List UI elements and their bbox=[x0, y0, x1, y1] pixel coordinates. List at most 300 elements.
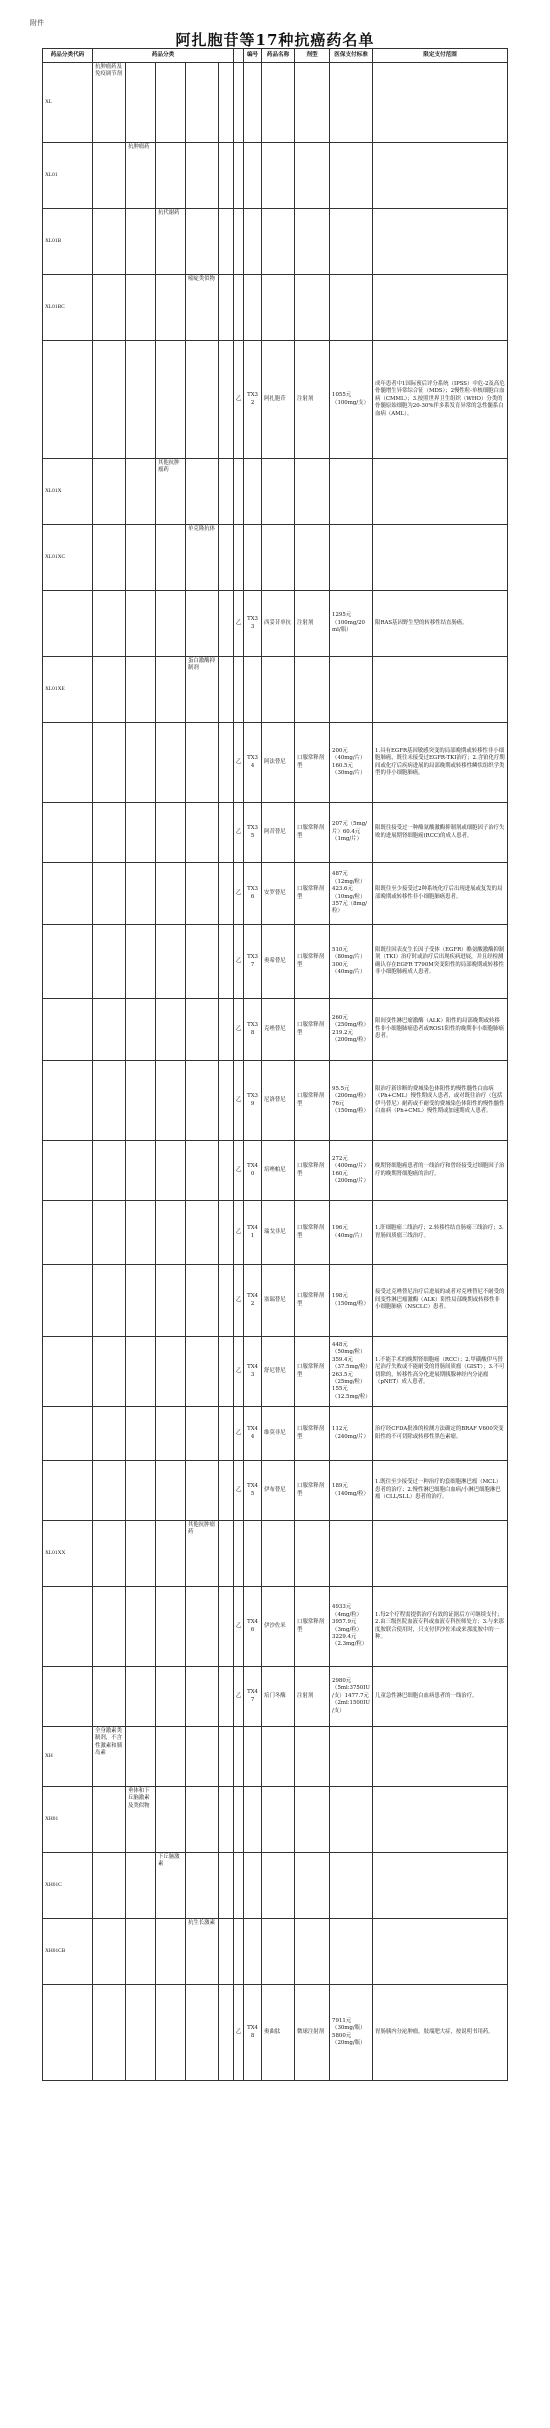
reimbursement-class bbox=[234, 1853, 244, 1919]
payment-standard: 487元（12mg/粒）423.6元（10mg/粒）357元（8mg/粒） bbox=[330, 863, 373, 925]
payment-standard: 2980元（5ml:3750IU/支）1477.7元（2ml:1500IU/支） bbox=[330, 1667, 373, 1727]
classification-code: XL01XC bbox=[43, 525, 93, 591]
classification-code bbox=[43, 1265, 93, 1337]
payment-scope bbox=[373, 525, 508, 591]
classification-level-2 bbox=[126, 1141, 156, 1201]
header-drug-name: 药品名称 bbox=[262, 49, 295, 63]
blank-cell bbox=[219, 1727, 234, 1787]
classification-level-1 bbox=[93, 1853, 126, 1919]
blank-cell bbox=[219, 275, 234, 341]
table-row bbox=[43, 999, 508, 1061]
classification-level-1 bbox=[93, 1141, 126, 1201]
classification-code bbox=[43, 1141, 93, 1201]
classification-level-1 bbox=[93, 275, 126, 341]
drug-name: 西妥昔单抗 bbox=[262, 591, 295, 657]
blank-cell bbox=[219, 209, 234, 275]
classification-code: XL01BC bbox=[43, 275, 93, 341]
document-title: 阿扎胞苷等17种抗癌药名单 bbox=[175, 31, 375, 49]
classification-level-1 bbox=[93, 209, 126, 275]
classification-level-1 bbox=[93, 1061, 126, 1141]
reimbursement-class: 乙 bbox=[234, 999, 244, 1061]
drug-number bbox=[244, 1521, 262, 1587]
classification-level-1 bbox=[93, 525, 126, 591]
classification-level-1 bbox=[93, 1201, 126, 1265]
table-row bbox=[43, 657, 508, 723]
payment-scope: 限治疗新诊断的费城染色体阳性的慢性髓性白血病（Ph+CML）慢性期成人患者，或对既往治疗（包括伊马替尼）耐药或不耐受的费城染色体阳性的慢性髓性白血病（Ph+CML）慢性期或加速期成人患者。 bbox=[373, 1061, 508, 1141]
classification-code bbox=[43, 925, 93, 999]
reimbursement-class bbox=[234, 1727, 244, 1787]
payment-scope bbox=[373, 1853, 508, 1919]
payment-standard: 272元（400mg/片）160元（200mg/片） bbox=[330, 1141, 373, 1201]
classification-code: XL01B bbox=[43, 209, 93, 275]
payment-standard bbox=[330, 657, 373, 723]
classification-level-4 bbox=[186, 1407, 219, 1461]
dosage-form: 注射剂 bbox=[295, 341, 330, 459]
classification-level-4 bbox=[186, 863, 219, 925]
classification-level-2 bbox=[126, 1337, 156, 1407]
classification-level-3 bbox=[156, 63, 186, 143]
classification-level-4 bbox=[186, 63, 219, 143]
dosage-form bbox=[295, 1787, 330, 1853]
drug-number: TX37 bbox=[244, 925, 262, 999]
payment-scope bbox=[373, 63, 508, 143]
classification-level-3 bbox=[156, 1407, 186, 1461]
drug-number: TX41 bbox=[244, 1201, 262, 1265]
classification-level-1 bbox=[93, 1919, 126, 1985]
payment-standard: 95.5元（200mg/粒）76元（150mg/粒） bbox=[330, 1061, 373, 1141]
reimbursement-class: 乙 bbox=[234, 1337, 244, 1407]
classification-level-4 bbox=[186, 925, 219, 999]
payment-scope: 限既往因表皮生长因子受体（EGFR）酪氨酸激酶抑制剂（TKI）治疗时或治疗后出现疾病进展，并且经检测确认存在EGFR T790M突变阳性的局部晚期或转移性非小细胞肺癌成人患者。 bbox=[373, 925, 508, 999]
classification-level-2 bbox=[126, 341, 156, 459]
classification-level-4 bbox=[186, 459, 219, 525]
drug-name bbox=[262, 63, 295, 143]
classification-level-1 bbox=[93, 1587, 126, 1667]
dosage-form: 口服常释剂型 bbox=[295, 925, 330, 999]
dosage-form bbox=[295, 1919, 330, 1985]
drug-name: 瑞戈非尼 bbox=[262, 1201, 295, 1265]
dosage-form bbox=[295, 1853, 330, 1919]
classification-level-1: 抗肿瘤药及免疫调节剂 bbox=[93, 63, 126, 143]
classification-level-2 bbox=[126, 275, 156, 341]
payment-scope: 限既往接受过一种酪氨酸激酶抑制剂或细胞因子治疗失败的进展期肾细胞癌(RCC)的成人患者。 bbox=[373, 803, 508, 863]
classification-level-2 bbox=[126, 1061, 156, 1141]
drug-number bbox=[244, 1727, 262, 1787]
classification-level-4 bbox=[186, 803, 219, 863]
blank-cell bbox=[219, 999, 234, 1061]
drug-number: TX38 bbox=[244, 999, 262, 1061]
classification-level-4 bbox=[186, 723, 219, 803]
classification-code: XH01 bbox=[43, 1787, 93, 1853]
blank-cell bbox=[219, 143, 234, 209]
table-row bbox=[43, 1337, 508, 1407]
classification-level-1 bbox=[93, 1667, 126, 1727]
header-payment-standard: 医保支付标准 bbox=[330, 49, 373, 63]
reimbursement-class: 乙 bbox=[234, 1265, 244, 1337]
dosage-form bbox=[295, 459, 330, 525]
dosage-form bbox=[295, 1727, 330, 1787]
classification-code: XH bbox=[43, 1727, 93, 1787]
classification-level-2 bbox=[126, 459, 156, 525]
header-payment-scope: 限定支付范围 bbox=[373, 49, 508, 63]
drug-name bbox=[262, 1919, 295, 1985]
classification-level-4 bbox=[186, 1265, 219, 1337]
classification-level-1 bbox=[93, 723, 126, 803]
classification-code: XL01X bbox=[43, 459, 93, 525]
payment-scope: 1.不能手术的晚期肾细胞癌（RCC）；2.甲磺酸伊马替尼治疗失败或不能耐受的胃肠间质瘤（GIST）；3.不可切除的，转移性高分化进展期胰腺神经内分泌瘤（pNET）成人患者。 bbox=[373, 1337, 508, 1407]
classification-level-4 bbox=[186, 591, 219, 657]
classification-level-2 bbox=[126, 525, 156, 591]
payment-standard: 198元（150mg/粒） bbox=[330, 1265, 373, 1337]
drug-number: TX43 bbox=[244, 1337, 262, 1407]
classification-level-3: 其他抗肿瘤药 bbox=[156, 459, 186, 525]
table-row bbox=[43, 803, 508, 863]
blank-cell bbox=[219, 723, 234, 803]
drug-name bbox=[262, 1853, 295, 1919]
blank-cell bbox=[219, 925, 234, 999]
payment-scope bbox=[373, 459, 508, 525]
classification-level-3 bbox=[156, 1787, 186, 1853]
drug-number: TX33 bbox=[244, 591, 262, 657]
drug-number bbox=[244, 63, 262, 143]
reimbursement-class: 乙 bbox=[234, 723, 244, 803]
table-row bbox=[43, 863, 508, 925]
reimbursement-class bbox=[234, 63, 244, 143]
classification-level-3 bbox=[156, 1587, 186, 1667]
classification-code bbox=[43, 591, 93, 657]
drug-list-table bbox=[42, 48, 508, 2081]
classification-level-4 bbox=[186, 1461, 219, 1521]
reimbursement-class bbox=[234, 209, 244, 275]
drug-name: 伊布替尼 bbox=[262, 1461, 295, 1521]
classification-code: XL01 bbox=[43, 143, 93, 209]
blank-cell bbox=[219, 1667, 234, 1727]
drug-number bbox=[244, 275, 262, 341]
drug-number: TX40 bbox=[244, 1141, 262, 1201]
classification-level-4: 蛋白激酶抑制剂 bbox=[186, 657, 219, 723]
classification-level-4: 其他抗肿瘤药 bbox=[186, 1521, 219, 1587]
drug-name bbox=[262, 525, 295, 591]
classification-level-2 bbox=[126, 1521, 156, 1587]
classification-code bbox=[43, 1407, 93, 1461]
classification-level-1 bbox=[93, 459, 126, 525]
classification-level-2 bbox=[126, 1985, 156, 2081]
classification-level-2 bbox=[126, 1201, 156, 1265]
classification-code bbox=[43, 341, 93, 459]
reimbursement-class bbox=[234, 143, 244, 209]
drug-number: TX36 bbox=[244, 863, 262, 925]
drug-name bbox=[262, 1727, 295, 1787]
reimbursement-class: 乙 bbox=[234, 863, 244, 925]
payment-scope bbox=[373, 209, 508, 275]
classification-level-4 bbox=[186, 1853, 219, 1919]
blank-cell bbox=[219, 341, 234, 459]
dosage-form: 口服常释剂型 bbox=[295, 1587, 330, 1667]
payment-standard: 510元（80mg/片）300元（40mg/片） bbox=[330, 925, 373, 999]
payment-standard bbox=[330, 63, 373, 143]
drug-name bbox=[262, 459, 295, 525]
payment-standard: 260元（250mg/粒）219.2元（200mg/粒） bbox=[330, 999, 373, 1061]
reimbursement-class bbox=[234, 1919, 244, 1985]
reimbursement-class: 乙 bbox=[234, 1587, 244, 1667]
classification-level-2 bbox=[126, 803, 156, 863]
classification-level-4: 单克隆抗体 bbox=[186, 525, 219, 591]
dosage-form: 口服常释剂型 bbox=[295, 1337, 330, 1407]
table-row bbox=[43, 341, 508, 459]
classification-level-1 bbox=[93, 1521, 126, 1587]
payment-standard: 189元（140mg/粒） bbox=[330, 1461, 373, 1521]
drug-name: 阿法替尼 bbox=[262, 723, 295, 803]
table-row bbox=[43, 1141, 508, 1201]
payment-standard bbox=[330, 275, 373, 341]
dosage-form: 口服常释剂型 bbox=[295, 1265, 330, 1337]
blank-cell bbox=[219, 1461, 234, 1521]
classification-level-3 bbox=[156, 1337, 186, 1407]
classification-level-4 bbox=[186, 1587, 219, 1667]
table-row bbox=[43, 1461, 508, 1521]
drug-number: TX32 bbox=[244, 341, 262, 459]
classification-level-3 bbox=[156, 1265, 186, 1337]
payment-scope bbox=[373, 275, 508, 341]
classification-level-1 bbox=[93, 1787, 126, 1853]
blank-cell bbox=[219, 1919, 234, 1985]
classification-code bbox=[43, 1461, 93, 1521]
dosage-form bbox=[295, 209, 330, 275]
table-row bbox=[43, 591, 508, 657]
payment-scope: 1.既往至少接受过一种治疗的套细胞淋巴瘤（MCL）患者的治疗；2.慢性淋巴细胞白血病/小淋巴细胞淋巴瘤（CLL/SLL）患者的治疗。 bbox=[373, 1461, 508, 1521]
table-row bbox=[43, 1727, 508, 1787]
classification-level-1 bbox=[93, 1407, 126, 1461]
classification-level-4 bbox=[186, 1667, 219, 1727]
drug-name: 培门冬酶 bbox=[262, 1667, 295, 1727]
classification-level-2 bbox=[126, 209, 156, 275]
classification-level-1 bbox=[93, 1985, 126, 2081]
dosage-form: 注射剂 bbox=[295, 591, 330, 657]
table-row bbox=[43, 1521, 508, 1587]
table-row bbox=[43, 63, 508, 143]
reimbursement-class: 乙 bbox=[234, 1201, 244, 1265]
reimbursement-class: 乙 bbox=[234, 1061, 244, 1141]
classification-code bbox=[43, 723, 93, 803]
classification-level-1 bbox=[93, 1265, 126, 1337]
blank-cell bbox=[219, 1787, 234, 1853]
classification-code bbox=[43, 999, 93, 1061]
reimbursement-class: 乙 bbox=[234, 1141, 244, 1201]
dosage-form: 微球注射剂 bbox=[295, 1985, 330, 2081]
drug-number: TX45 bbox=[244, 1461, 262, 1521]
reimbursement-class: 乙 bbox=[234, 1461, 244, 1521]
dosage-form bbox=[295, 657, 330, 723]
drug-name bbox=[262, 209, 295, 275]
table-row bbox=[43, 1201, 508, 1265]
classification-code: XL01XE bbox=[43, 657, 93, 723]
header-classification: 药品分类 bbox=[93, 49, 234, 63]
blank-cell bbox=[219, 1201, 234, 1265]
classification-level-1 bbox=[93, 999, 126, 1061]
blank-cell bbox=[219, 1853, 234, 1919]
drug-number bbox=[244, 143, 262, 209]
blank-cell bbox=[219, 1061, 234, 1141]
payment-standard bbox=[330, 1727, 373, 1787]
payment-scope bbox=[373, 1727, 508, 1787]
payment-scope: 1.肝细胞癌二线治疗；2.转移性结直肠癌三线治疗；3.胃肠间质瘤三线治疗。 bbox=[373, 1201, 508, 1265]
drug-number: TX48 bbox=[244, 1985, 262, 2081]
dosage-form bbox=[295, 143, 330, 209]
classification-level-3 bbox=[156, 1919, 186, 1985]
blank-cell bbox=[219, 1337, 234, 1407]
payment-standard bbox=[330, 209, 373, 275]
payment-standard bbox=[330, 525, 373, 591]
payment-standard: 7911元（30mg/瓶）5800元（20mg/瓶） bbox=[330, 1985, 373, 2081]
payment-standard bbox=[330, 1521, 373, 1587]
drug-name bbox=[262, 1787, 295, 1853]
reimbursement-class bbox=[234, 1787, 244, 1853]
classification-level-4 bbox=[186, 209, 219, 275]
classification-code bbox=[43, 1985, 93, 2081]
drug-number: TX34 bbox=[244, 723, 262, 803]
reimbursement-class bbox=[234, 459, 244, 525]
classification-level-2 bbox=[126, 1853, 156, 1919]
payment-scope: 晚期肾细胞癌患者的一线治疗和曾经接受过细胞因子治疗的晚期肾细胞癌的治疗。 bbox=[373, 1141, 508, 1201]
blank-cell bbox=[219, 1985, 234, 2081]
classification-level-2 bbox=[126, 63, 156, 143]
classification-code bbox=[43, 1337, 93, 1407]
classification-code: XH01CB bbox=[43, 1919, 93, 1985]
classification-level-3 bbox=[156, 925, 186, 999]
header-blank bbox=[234, 49, 244, 63]
reimbursement-class: 乙 bbox=[234, 1667, 244, 1727]
payment-scope: 限RAS基因野生型的转移性结直肠癌。 bbox=[373, 591, 508, 657]
classification-level-2 bbox=[126, 999, 156, 1061]
classification-level-3 bbox=[156, 591, 186, 657]
table-row bbox=[43, 1061, 508, 1141]
header-number: 编号 bbox=[244, 49, 262, 63]
payment-standard: 112元（240mg/片） bbox=[330, 1407, 373, 1461]
classification-level-2 bbox=[126, 925, 156, 999]
classification-level-3 bbox=[156, 525, 186, 591]
blank-cell bbox=[219, 63, 234, 143]
reimbursement-class bbox=[234, 1521, 244, 1587]
dosage-form bbox=[295, 63, 330, 143]
payment-scope bbox=[373, 657, 508, 723]
classification-level-3 bbox=[156, 803, 186, 863]
classification-level-3 bbox=[156, 723, 186, 803]
drug-name bbox=[262, 1521, 295, 1587]
header-dosage-form: 剂型 bbox=[295, 49, 330, 63]
drug-number: TX44 bbox=[244, 1407, 262, 1461]
classification-level-1 bbox=[93, 863, 126, 925]
payment-standard bbox=[330, 143, 373, 209]
table-row bbox=[43, 1919, 508, 1985]
blank-cell bbox=[219, 803, 234, 863]
classification-level-2 bbox=[126, 1919, 156, 1985]
dosage-form: 口服常释剂型 bbox=[295, 999, 330, 1061]
classification-level-2 bbox=[126, 1587, 156, 1667]
classification-level-4 bbox=[186, 1201, 219, 1265]
table-row bbox=[43, 143, 508, 209]
classification-level-2: 抗肿瘤药 bbox=[126, 143, 156, 209]
dosage-form: 口服常释剂型 bbox=[295, 863, 330, 925]
payment-scope: 1.每2个疗程需提供治疗有效的证据后方可继续支付；2.由三级医院血液专科或血液专科医师处方；3.与来那度胺联合使用时，只支付伊沙佐米或来那度胺中的一种。 bbox=[373, 1587, 508, 1667]
classification-level-4: 嘧啶类似物 bbox=[186, 275, 219, 341]
classification-level-3 bbox=[156, 275, 186, 341]
classification-level-3 bbox=[156, 1521, 186, 1587]
drug-name: 奥希替尼 bbox=[262, 925, 295, 999]
classification-code bbox=[43, 863, 93, 925]
classification-code bbox=[43, 803, 93, 863]
classification-level-3 bbox=[156, 863, 186, 925]
drug-name bbox=[262, 657, 295, 723]
classification-level-3 bbox=[156, 1985, 186, 2081]
dosage-form: 口服常释剂型 bbox=[295, 1461, 330, 1521]
dosage-form: 口服常释剂型 bbox=[295, 1141, 330, 1201]
attachment-label: 附件 bbox=[30, 19, 44, 27]
table-row bbox=[43, 1587, 508, 1667]
header-classification-code: 药品分类代码 bbox=[43, 49, 93, 63]
classification-level-1 bbox=[93, 591, 126, 657]
payment-scope: 胃肠胰内分泌肿瘤，肢端肥大症，按说明书用药。 bbox=[373, 1985, 508, 2081]
classification-code bbox=[43, 1061, 93, 1141]
classification-level-1 bbox=[93, 1337, 126, 1407]
classification-level-2 bbox=[126, 1727, 156, 1787]
payment-scope: 成年患者中1国际预后评分系统（IPSS）中危-2及高危骨髓增生异常综合征（MDS）；2慢性粒-单核细胞白血病（CMML）；3.按照世界卫生组织（WHO）分类的骨髓原始细胞为20-30%伴多系发育异常的急性髓系白血病（AML）。 bbox=[373, 341, 508, 459]
payment-standard bbox=[330, 459, 373, 525]
dosage-form bbox=[295, 1521, 330, 1587]
classification-level-2 bbox=[126, 1407, 156, 1461]
reimbursement-class bbox=[234, 657, 244, 723]
drug-name: 培唑帕尼 bbox=[262, 1141, 295, 1201]
classification-level-2: 垂体和下丘脑激素及类似物 bbox=[126, 1787, 156, 1853]
blank-cell bbox=[219, 591, 234, 657]
table-row bbox=[43, 275, 508, 341]
blank-cell bbox=[219, 1141, 234, 1201]
table-header bbox=[43, 49, 508, 63]
table-row bbox=[43, 525, 508, 591]
drug-number bbox=[244, 459, 262, 525]
reimbursement-class bbox=[234, 525, 244, 591]
drug-name: 阿扎胞苷 bbox=[262, 341, 295, 459]
classification-code: XL01XX bbox=[43, 1521, 93, 1587]
blank-cell bbox=[219, 1265, 234, 1337]
classification-level-4 bbox=[186, 1985, 219, 2081]
payment-standard: 448元（50mg/粒）359.4元（37.5mg/粒）263.5元（25mg/粒）155元（12.5mg/粒） bbox=[330, 1337, 373, 1407]
dosage-form: 口服常释剂型 bbox=[295, 803, 330, 863]
drug-number: TX47 bbox=[244, 1667, 262, 1727]
classification-level-4 bbox=[186, 1727, 219, 1787]
dosage-form bbox=[295, 525, 330, 591]
drug-number bbox=[244, 525, 262, 591]
drug-number: TX35 bbox=[244, 803, 262, 863]
payment-scope: 接受过克唑替尼治疗后进展的或者对克唑替尼不耐受的间变性淋巴瘤激酶（ALK）阳性局部晚期或转移性非小细胞肺癌（NSCLC）患者。 bbox=[373, 1265, 508, 1337]
payment-standard: 207元（5mg/片）60.4元（1mg/片） bbox=[330, 803, 373, 863]
classification-level-4 bbox=[186, 999, 219, 1061]
reimbursement-class: 乙 bbox=[234, 1985, 244, 2081]
classification-level-1 bbox=[93, 657, 126, 723]
drug-number bbox=[244, 1853, 262, 1919]
classification-level-4 bbox=[186, 1787, 219, 1853]
table-row bbox=[43, 459, 508, 525]
classification-level-1 bbox=[93, 143, 126, 209]
table-row bbox=[43, 1985, 508, 2081]
classification-level-2 bbox=[126, 1265, 156, 1337]
dosage-form: 注射剂 bbox=[295, 1667, 330, 1727]
classification-code: XL bbox=[43, 63, 93, 143]
payment-standard: 1295元（100mg/20ml/瓶） bbox=[330, 591, 373, 657]
drug-number: TX46 bbox=[244, 1587, 262, 1667]
payment-standard: 4933元（4mg/粒）3957.9元（3mg/粒）3229.4元（2.3mg/粒） bbox=[330, 1587, 373, 1667]
classification-code bbox=[43, 1667, 93, 1727]
drug-number bbox=[244, 1919, 262, 1985]
